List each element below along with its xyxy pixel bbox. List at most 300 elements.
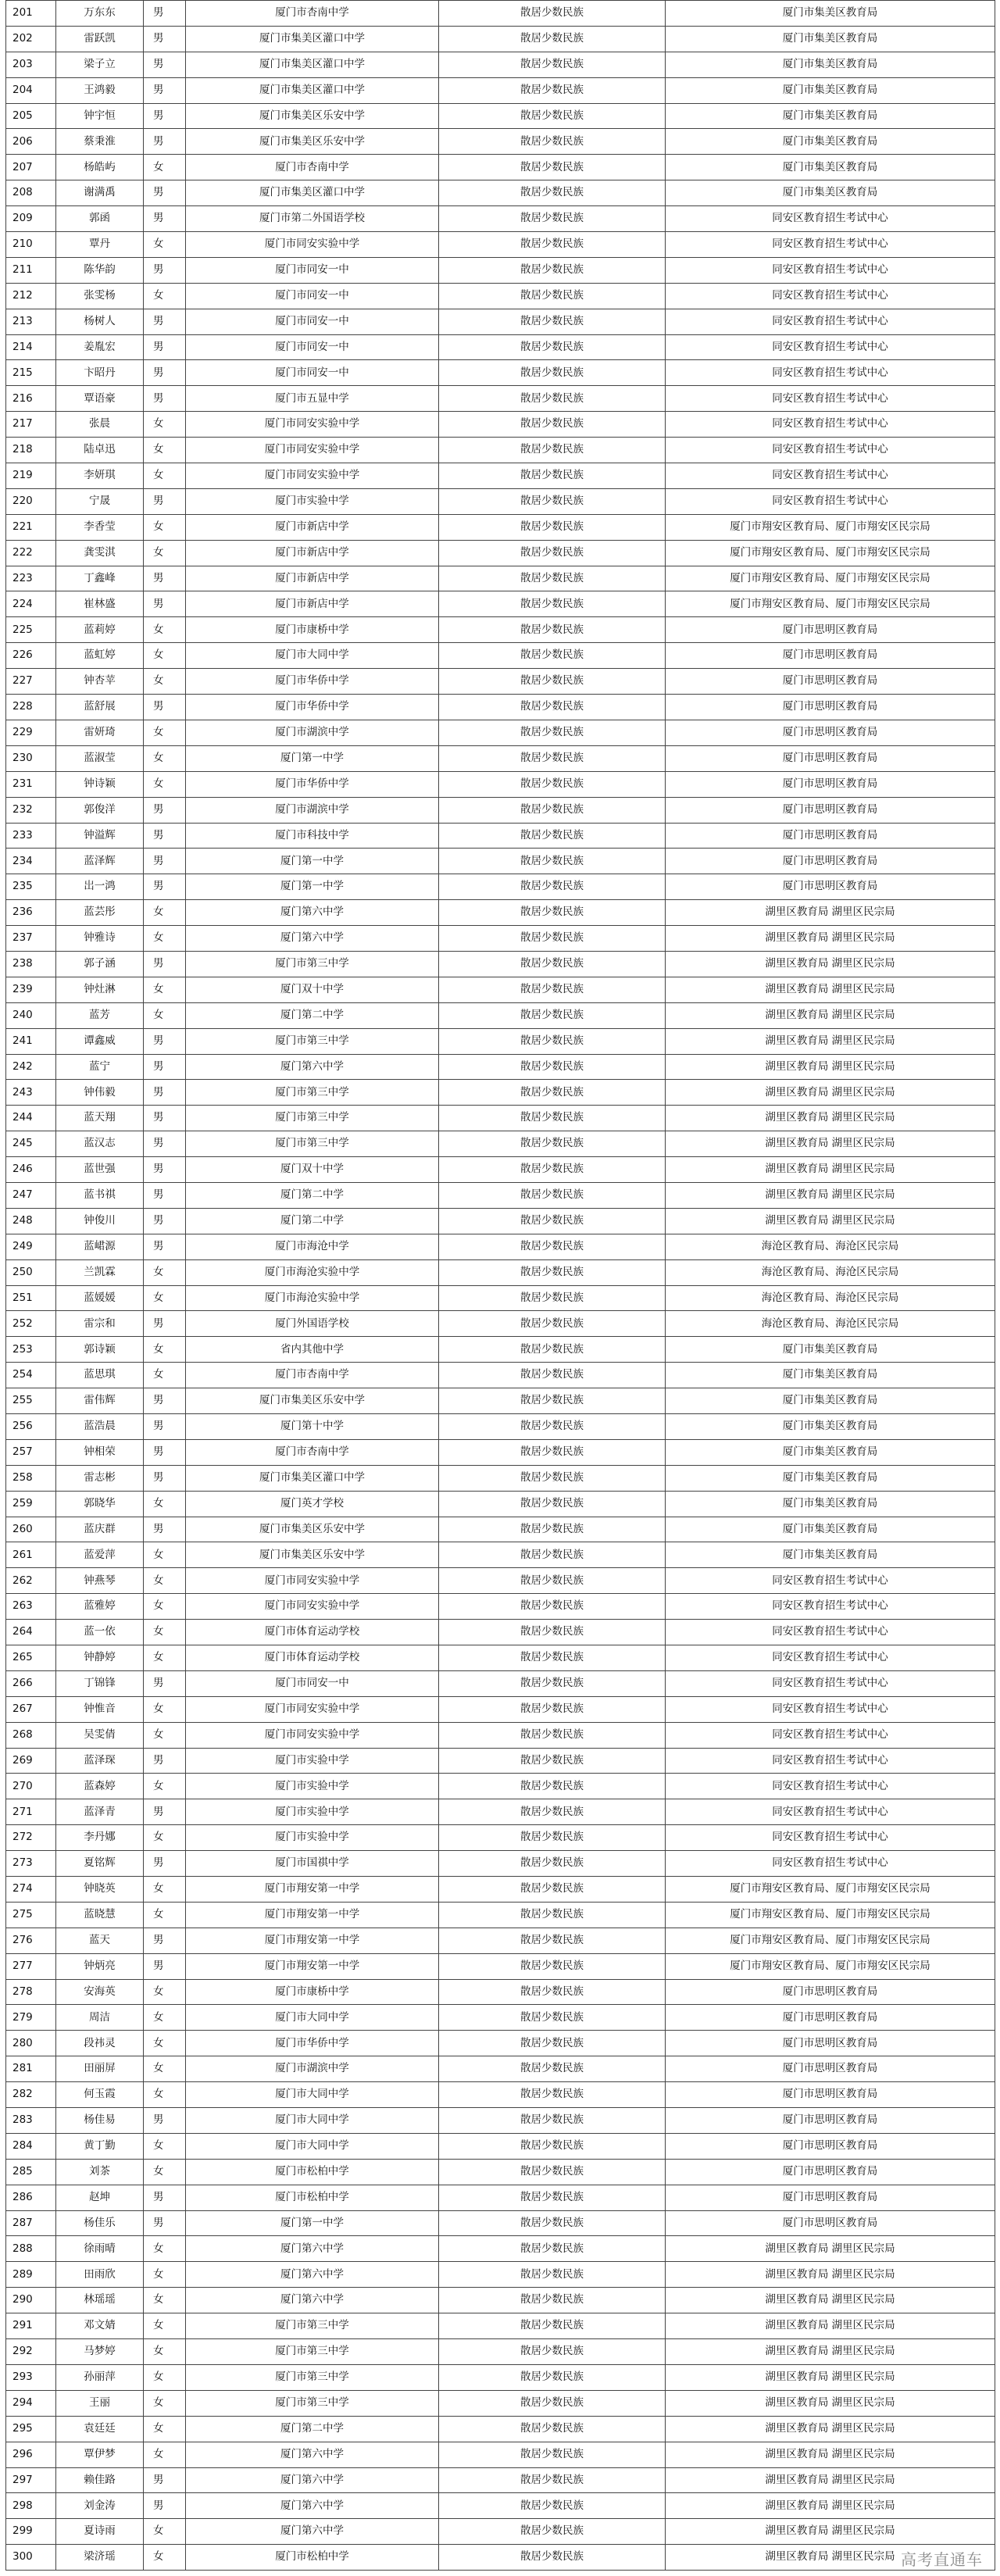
category-cell: 散居少数民族	[439, 2493, 666, 2519]
authority-cell: 厦门市集美区教育局	[666, 1517, 995, 1542]
table-row	[6, 900, 995, 926]
row-number-cell: 252	[6, 1311, 56, 1337]
category-cell: 散居少数民族	[439, 1774, 666, 1799]
category-cell: 散居少数民族	[439, 2416, 666, 2442]
table-row	[6, 617, 995, 643]
table-row	[6, 1465, 995, 1491]
category-cell: 散居少数民族	[439, 2159, 666, 2185]
student-name-cell: 陆卓迅	[56, 438, 144, 463]
authority-cell: 厦门市思明区教育局	[666, 2082, 995, 2108]
student-name-cell: 郭函	[56, 206, 144, 232]
student-name-cell: 钟相荣	[56, 1439, 144, 1465]
authority-cell: 湖里区教育局 湖里区民宗局	[666, 2442, 995, 2467]
gender-cell: 女	[144, 232, 186, 258]
row-number-cell: 289	[6, 2262, 56, 2288]
school-cell: 厦门市新店中学	[186, 591, 439, 617]
authority-cell: 湖里区教育局 湖里区民宗局	[666, 926, 995, 952]
authority-cell: 同安区教育招生考试中心	[666, 1748, 995, 1774]
gender-cell: 女	[144, 900, 186, 926]
category-cell: 散居少数民族	[439, 1080, 666, 1106]
table-row	[6, 180, 995, 206]
table-row	[6, 2210, 995, 2236]
category-cell: 散居少数民族	[439, 977, 666, 1002]
row-number-cell: 274	[6, 1877, 56, 1903]
student-name-cell: 林瑶瑶	[56, 2288, 144, 2313]
row-number-cell: 255	[6, 1388, 56, 1414]
gender-cell: 男	[144, 1, 186, 27]
school-cell: 省内其他中学	[186, 1337, 439, 1363]
student-name-cell: 郭晓华	[56, 1491, 144, 1517]
row-number-cell: 204	[6, 77, 56, 103]
category-cell: 散居少数民族	[439, 1182, 666, 1208]
category-cell: 散居少数民族	[439, 1696, 666, 1722]
table-row	[6, 1388, 995, 1414]
row-number-cell: 218	[6, 438, 56, 463]
category-cell: 散居少数民族	[439, 360, 666, 386]
school-cell: 厦门市第三中学	[186, 2390, 439, 2416]
authority-cell: 厦门市集美区教育局	[666, 180, 995, 206]
row-number-cell: 233	[6, 823, 56, 849]
school-cell: 厦门市第三中学	[186, 2339, 439, 2365]
authority-cell: 厦门市集美区教育局	[666, 129, 995, 155]
category-cell: 散居少数民族	[439, 283, 666, 309]
school-cell: 厦门第六中学	[186, 2262, 439, 2288]
student-name-cell: 王丽	[56, 2390, 144, 2416]
table-row	[6, 1080, 995, 1106]
table-row	[6, 2082, 995, 2108]
table-row	[6, 2185, 995, 2210]
gender-cell: 男	[144, 1799, 186, 1825]
school-cell: 厦门市大同中学	[186, 2005, 439, 2031]
row-number-cell: 263	[6, 1594, 56, 1620]
gender-cell: 女	[144, 2519, 186, 2545]
school-cell: 厦门市华侨中学	[186, 695, 439, 720]
category-cell: 散居少数民族	[439, 2108, 666, 2134]
gender-cell: 男	[144, 1106, 186, 1131]
category-cell: 散居少数民族	[439, 2056, 666, 2082]
category-cell: 散居少数民族	[439, 1979, 666, 2005]
table-row	[6, 26, 995, 52]
row-number-cell: 251	[6, 1285, 56, 1311]
category-cell: 散居少数民族	[439, 2185, 666, 2210]
table-row	[6, 2262, 995, 2288]
row-number-cell: 288	[6, 2236, 56, 2262]
student-name-cell: 蓝雅婷	[56, 1594, 144, 1620]
school-cell: 厦门市第三中学	[186, 1131, 439, 1157]
gender-cell: 女	[144, 2262, 186, 2288]
table-row	[6, 2339, 995, 2365]
school-cell: 厦门市科技中学	[186, 823, 439, 849]
gender-cell: 男	[144, 1851, 186, 1877]
table-row	[6, 412, 995, 438]
authority-cell: 湖里区教育局 湖里区民宗局	[666, 977, 995, 1002]
row-number-cell: 250	[6, 1259, 56, 1285]
school-cell: 厦门市翔安第一中学	[186, 1902, 439, 1928]
school-cell: 厦门市实验中学	[186, 1774, 439, 1799]
authority-cell: 湖里区教育局 湖里区民宗局	[666, 1080, 995, 1106]
school-cell: 厦门市第三中学	[186, 951, 439, 977]
row-number-cell: 300	[6, 2545, 56, 2571]
school-cell: 厦门市第三中学	[186, 2313, 439, 2339]
authority-cell: 厦门市集美区教育局	[666, 1542, 995, 1568]
category-cell: 散居少数民族	[439, 2082, 666, 2108]
category-cell: 散居少数民族	[439, 386, 666, 412]
authority-cell: 厦门市集美区教育局	[666, 1439, 995, 1465]
school-cell: 厦门市集美区灌口中学	[186, 1465, 439, 1491]
gender-cell: 女	[144, 2339, 186, 2365]
authority-cell: 湖里区教育局 湖里区民宗局	[666, 2262, 995, 2288]
authority-cell: 厦门市翔安区教育局、厦门市翔安区民宗局	[666, 1928, 995, 1953]
gender-cell: 女	[144, 540, 186, 566]
table-row	[6, 1902, 995, 1928]
gender-cell: 女	[144, 1722, 186, 1748]
school-cell: 厦门市体育运动学校	[186, 1620, 439, 1645]
school-cell: 厦门市集美区乐安中学	[186, 1517, 439, 1542]
gender-cell: 男	[144, 2108, 186, 2134]
row-number-cell: 221	[6, 514, 56, 540]
category-cell: 散居少数民族	[439, 2467, 666, 2493]
authority-cell: 厦门市思明区教育局	[666, 771, 995, 797]
row-number-cell: 296	[6, 2442, 56, 2467]
table-row	[6, 926, 995, 952]
student-name-cell: 蓝淑莹	[56, 745, 144, 771]
school-cell: 厦门市华侨中学	[186, 669, 439, 695]
authority-cell: 同安区教育招生考试中心	[666, 1851, 995, 1877]
category-cell: 散居少数民族	[439, 1337, 666, 1363]
row-number-cell: 271	[6, 1799, 56, 1825]
school-cell: 厦门市第二外国语学校	[186, 206, 439, 232]
authority-cell: 厦门市思明区教育局	[666, 874, 995, 900]
school-cell: 厦门第二中学	[186, 1208, 439, 1234]
gender-cell: 女	[144, 2288, 186, 2313]
category-cell: 散居少数民族	[439, 26, 666, 52]
row-number-cell: 281	[6, 2056, 56, 2082]
gender-cell: 女	[144, 1877, 186, 1903]
row-number-cell: 202	[6, 26, 56, 52]
student-name-cell: 蓝芳	[56, 1002, 144, 1028]
student-name-cell: 梁子立	[56, 52, 144, 77]
authority-cell: 同安区教育招生考试中心	[666, 1722, 995, 1748]
table-row	[6, 1363, 995, 1388]
category-cell: 散居少数民族	[439, 1542, 666, 1568]
authority-cell: 湖里区教育局 湖里区民宗局	[666, 1157, 995, 1183]
authority-cell: 同安区教育招生考试中心	[666, 283, 995, 309]
gender-cell: 女	[144, 2082, 186, 2108]
student-name-cell: 崔林盛	[56, 591, 144, 617]
row-number-cell: 235	[6, 874, 56, 900]
gender-cell: 男	[144, 566, 186, 591]
row-number-cell: 248	[6, 1208, 56, 1234]
category-cell: 散居少数民族	[439, 438, 666, 463]
table-row	[6, 463, 995, 489]
authority-cell: 同安区教育招生考试中心	[666, 386, 995, 412]
school-cell: 厦门第六中学	[186, 2493, 439, 2519]
authority-cell: 同安区教育招生考试中心	[666, 1645, 995, 1671]
category-cell: 散居少数民族	[439, 2364, 666, 2390]
row-number-cell: 210	[6, 232, 56, 258]
category-cell: 散居少数民族	[439, 797, 666, 823]
gender-cell: 男	[144, 129, 186, 155]
student-name-cell: 安海英	[56, 1979, 144, 2005]
student-name-cell: 钟杏苹	[56, 669, 144, 695]
authority-cell: 厦门市翔安区教育局、厦门市翔安区民宗局	[666, 540, 995, 566]
gender-cell: 女	[144, 1542, 186, 1568]
category-cell: 散居少数民族	[439, 1311, 666, 1337]
category-cell: 散居少数民族	[439, 1439, 666, 1465]
school-cell: 厦门市大同中学	[186, 2133, 439, 2159]
school-cell: 厦门市康桥中学	[186, 1979, 439, 2005]
school-cell: 厦门市湖滨中学	[186, 797, 439, 823]
school-cell: 厦门市松柏中学	[186, 2159, 439, 2185]
student-name-cell: 钟宇恒	[56, 103, 144, 129]
school-cell: 厦门市实验中学	[186, 1825, 439, 1851]
gender-cell: 女	[144, 617, 186, 643]
gender-cell: 男	[144, 488, 186, 514]
authority-cell: 海沧区教育局、海沧区民宗局	[666, 1311, 995, 1337]
table-row	[6, 1670, 995, 1696]
authority-cell: 同安区教育招生考试中心	[666, 309, 995, 334]
authority-cell: 厦门市集美区教育局	[666, 77, 995, 103]
student-name-cell: 雷志彬	[56, 1465, 144, 1491]
gender-cell: 女	[144, 2005, 186, 2031]
school-cell: 厦门第一中学	[186, 745, 439, 771]
table-row	[6, 1259, 995, 1285]
category-cell: 散居少数民族	[439, 1388, 666, 1414]
gender-cell: 男	[144, 1953, 186, 1979]
authority-cell: 湖里区教育局 湖里区民宗局	[666, 1028, 995, 1054]
authority-cell: 厦门市思明区教育局	[666, 2210, 995, 2236]
category-cell: 散居少数民族	[439, 874, 666, 900]
row-number-cell: 224	[6, 591, 56, 617]
row-number-cell: 220	[6, 488, 56, 514]
gender-cell: 男	[144, 206, 186, 232]
school-cell: 厦门第六中学	[186, 926, 439, 952]
school-cell: 厦门市同安实验中学	[186, 1594, 439, 1620]
row-number-cell: 273	[6, 1851, 56, 1877]
authority-cell: 湖里区教育局 湖里区民宗局	[666, 2364, 995, 2390]
table-row	[6, 720, 995, 745]
gender-cell: 男	[144, 951, 186, 977]
student-name-cell: 雷宗和	[56, 1311, 144, 1337]
category-cell: 散居少数民族	[439, 2519, 666, 2545]
row-number-cell: 268	[6, 1722, 56, 1748]
row-number-cell: 254	[6, 1363, 56, 1388]
student-name-cell: 周洁	[56, 2005, 144, 2031]
row-number-cell: 283	[6, 2108, 56, 2134]
category-cell: 散居少数民族	[439, 771, 666, 797]
row-number-cell: 208	[6, 180, 56, 206]
row-number-cell: 256	[6, 1413, 56, 1439]
student-name-cell: 杨皓屿	[56, 155, 144, 180]
student-name-cell: 雷伟辉	[56, 1388, 144, 1414]
category-cell: 散居少数民族	[439, 695, 666, 720]
category-cell: 散居少数民族	[439, 412, 666, 438]
row-number-cell: 287	[6, 2210, 56, 2236]
gender-cell: 女	[144, 926, 186, 952]
row-number-cell: 232	[6, 797, 56, 823]
gender-cell: 女	[144, 1594, 186, 1620]
gender-cell: 女	[144, 2416, 186, 2442]
row-number-cell: 262	[6, 1568, 56, 1594]
school-cell: 厦门市集美区乐安中学	[186, 1542, 439, 1568]
category-cell: 散居少数民族	[439, 1953, 666, 1979]
gender-cell: 男	[144, 1131, 186, 1157]
gender-cell: 女	[144, 412, 186, 438]
category-cell: 散居少数民族	[439, 2133, 666, 2159]
category-cell: 散居少数民族	[439, 2442, 666, 2467]
authority-cell: 湖里区教育局 湖里区民宗局	[666, 1208, 995, 1234]
category-cell: 散居少数民族	[439, 1799, 666, 1825]
row-number-cell: 239	[6, 977, 56, 1002]
category-cell: 散居少数民族	[439, 1363, 666, 1388]
authority-cell: 湖里区教育局 湖里区民宗局	[666, 2416, 995, 2442]
student-name-cell: 蓝泽辉	[56, 849, 144, 874]
table-row	[6, 52, 995, 77]
row-number-cell: 228	[6, 695, 56, 720]
category-cell: 散居少数民族	[439, 1928, 666, 1953]
student-name-cell: 钟燕琴	[56, 1568, 144, 1594]
student-name-cell: 张晨	[56, 412, 144, 438]
table-row	[6, 2493, 995, 2519]
row-number-cell: 286	[6, 2185, 56, 2210]
table-row	[6, 566, 995, 591]
row-number-cell: 215	[6, 360, 56, 386]
school-cell: 厦门外国语学校	[186, 1311, 439, 1337]
student-name-cell: 陈华韵	[56, 257, 144, 283]
student-name-cell: 蓝庆群	[56, 1517, 144, 1542]
authority-cell: 同安区教育招生考试中心	[666, 1696, 995, 1722]
row-number-cell: 223	[6, 566, 56, 591]
school-cell: 厦门市同安实验中学	[186, 1696, 439, 1722]
student-name-cell: 夏铭辉	[56, 1851, 144, 1877]
gender-cell: 男	[144, 2467, 186, 2493]
student-name-cell: 徐雨晴	[56, 2236, 144, 2262]
student-name-cell: 李香莹	[56, 514, 144, 540]
school-cell: 厦门市同安实验中学	[186, 1568, 439, 1594]
student-name-cell: 孙丽萍	[56, 2364, 144, 2390]
table-row	[6, 1542, 995, 1568]
student-name-cell: 田雨欣	[56, 2262, 144, 2288]
student-name-cell: 郭诗颖	[56, 1337, 144, 1363]
gender-cell: 男	[144, 77, 186, 103]
student-name-cell: 谢满禹	[56, 180, 144, 206]
table-row	[6, 591, 995, 617]
category-cell: 散居少数民族	[439, 334, 666, 360]
gender-cell: 男	[144, 1388, 186, 1414]
row-number-cell: 229	[6, 720, 56, 745]
student-name-cell: 马梦婷	[56, 2339, 144, 2365]
row-number-cell: 259	[6, 1491, 56, 1517]
student-name-cell: 何玉霞	[56, 2082, 144, 2108]
school-cell: 厦门市杏南中学	[186, 155, 439, 180]
table-row	[6, 1311, 995, 1337]
school-cell: 厦门市大同中学	[186, 2082, 439, 2108]
student-name-cell: 蓝思琪	[56, 1363, 144, 1388]
gender-cell: 男	[144, 360, 186, 386]
table-row	[6, 1877, 995, 1903]
school-cell: 厦门市翔安第一中学	[186, 1877, 439, 1903]
gender-cell: 女	[144, 2031, 186, 2056]
school-cell: 厦门市杏南中学	[186, 1439, 439, 1465]
table-row	[6, 1722, 995, 1748]
category-cell: 散居少数民族	[439, 900, 666, 926]
row-number-cell: 246	[6, 1157, 56, 1183]
gender-cell: 男	[144, 1413, 186, 1439]
table-row	[6, 386, 995, 412]
table-row	[6, 669, 995, 695]
table-body	[6, 1, 995, 2571]
category-cell: 散居少数民族	[439, 1157, 666, 1183]
student-name-cell: 杨佳易	[56, 2108, 144, 2134]
school-cell: 厦门市同安一中	[186, 1670, 439, 1696]
category-cell: 散居少数民族	[439, 617, 666, 643]
table-row	[6, 77, 995, 103]
authority-cell: 湖里区教育局 湖里区民宗局	[666, 1106, 995, 1131]
school-cell: 厦门市杏南中学	[186, 1363, 439, 1388]
table-row	[6, 103, 995, 129]
authority-cell: 厦门市思明区教育局	[666, 643, 995, 669]
school-cell: 厦门市松柏中学	[186, 2545, 439, 2571]
student-name-cell: 蓝浩晨	[56, 1413, 144, 1439]
authority-cell: 同安区教育招生考试中心	[666, 1825, 995, 1851]
gender-cell: 男	[144, 1028, 186, 1054]
student-name-cell: 蓝爱萍	[56, 1542, 144, 1568]
authority-cell: 厦门市集美区教育局	[666, 155, 995, 180]
category-cell: 散居少数民族	[439, 129, 666, 155]
row-number-cell: 297	[6, 2467, 56, 2493]
table-row	[6, 745, 995, 771]
table-row	[6, 2108, 995, 2134]
category-cell: 散居少数民族	[439, 1568, 666, 1594]
row-number-cell: 247	[6, 1182, 56, 1208]
row-number-cell: 206	[6, 129, 56, 155]
table-row	[6, 2364, 995, 2390]
school-cell: 厦门市同安一中	[186, 309, 439, 334]
table-row	[6, 2005, 995, 2031]
school-cell: 厦门市集美区灌口中学	[186, 26, 439, 52]
school-cell: 厦门市同安一中	[186, 257, 439, 283]
table-row	[6, 1645, 995, 1671]
student-name-cell: 覃丹	[56, 232, 144, 258]
table-row	[6, 1234, 995, 1259]
student-name-cell: 夏诗雨	[56, 2519, 144, 2545]
authority-cell: 厦门市翔安区教育局、厦门市翔安区民宗局	[666, 1877, 995, 1903]
category-cell: 散居少数民族	[439, 540, 666, 566]
authority-cell: 厦门市翔安区教育局、厦门市翔安区民宗局	[666, 591, 995, 617]
row-number-cell: 238	[6, 951, 56, 977]
student-name-cell: 覃伊梦	[56, 2442, 144, 2467]
gender-cell: 男	[144, 2210, 186, 2236]
gender-cell: 女	[144, 2159, 186, 2185]
gender-cell: 男	[144, 386, 186, 412]
table-row	[6, 155, 995, 180]
table-row	[6, 1028, 995, 1054]
row-number-cell: 243	[6, 1080, 56, 1106]
school-cell: 厦门市集美区乐安中学	[186, 103, 439, 129]
authority-cell: 厦门市思明区教育局	[666, 2159, 995, 2185]
authority-cell: 湖里区教育局 湖里区民宗局	[666, 1131, 995, 1157]
school-cell: 厦门市体育运动学校	[186, 1645, 439, 1671]
table-row	[6, 438, 995, 463]
table-row	[6, 1594, 995, 1620]
row-number-cell: 249	[6, 1234, 56, 1259]
row-number-cell: 234	[6, 849, 56, 874]
category-cell: 散居少数民族	[439, 1517, 666, 1542]
authority-cell: 厦门市思明区教育局	[666, 2108, 995, 2134]
school-cell: 厦门市新店中学	[186, 566, 439, 591]
category-cell: 散居少数民族	[439, 52, 666, 77]
gender-cell: 男	[144, 849, 186, 874]
